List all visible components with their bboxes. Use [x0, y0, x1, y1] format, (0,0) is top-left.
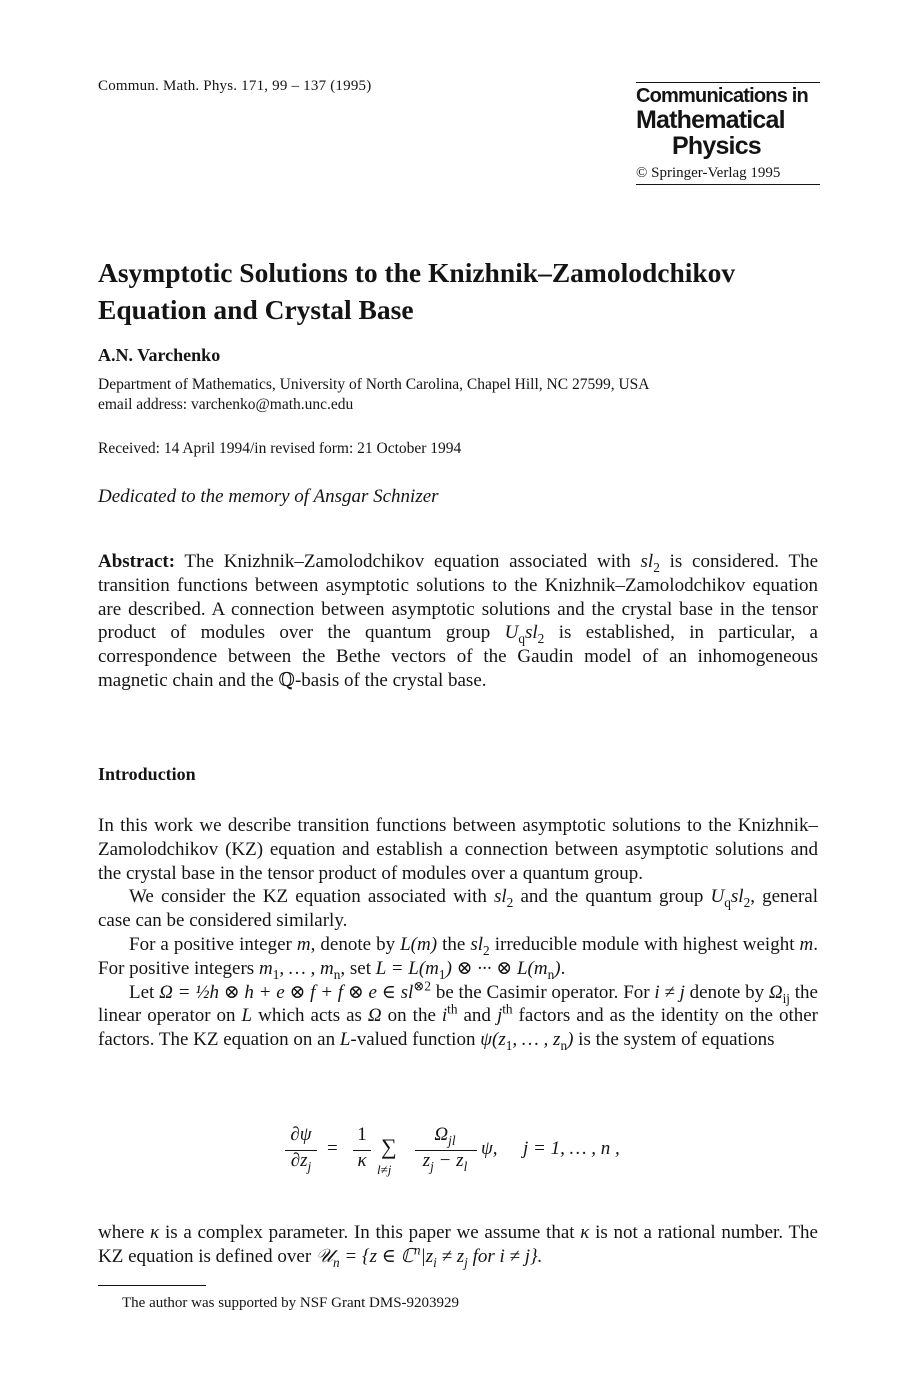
intro-paragraph-2: [98, 885, 818, 933]
p3-Lset: L = L(m: [375, 957, 439, 979]
p3-text-a: For a positive integer: [129, 933, 297, 955]
p3-text-f: , set: [340, 957, 376, 979]
p4-text-j: is the system of equations: [573, 1029, 775, 1051]
eq-main-numerator: [413, 1124, 477, 1146]
eq-main-den-mid: − z: [433, 1150, 464, 1171]
p2-U: U: [710, 886, 725, 908]
eq-lhs-den-text: ∂z: [290, 1150, 308, 1171]
eq-lhs-numerator: [285, 1124, 317, 1146]
final-cn-sup: n: [413, 1242, 421, 1258]
affiliation-email: email address: varchenko@math.unc.edu: [98, 396, 354, 413]
p3-sl-sub: 2: [483, 942, 490, 958]
final-domain-sub: n: [333, 1254, 340, 1270]
eq-lhs-fraction: [285, 1124, 317, 1172]
p4-text-b: be the Casimir operator. For: [431, 981, 655, 1003]
final-kappa: κ: [150, 1222, 160, 1243]
abstract-sl: sl: [640, 551, 654, 572]
final-text-1: where: [98, 1222, 151, 1243]
abstract: [98, 550, 818, 693]
p3-text-e: . For positive integers: [98, 933, 819, 979]
eq-main-num-text: Ω: [434, 1124, 449, 1145]
p2-text-c: , general case can be considered similarly.: [98, 886, 819, 932]
p4-text-f: on the: [381, 1005, 442, 1027]
eq-main-den-z: z: [422, 1150, 431, 1171]
eq-psi-text: ψ,: [481, 1138, 498, 1159]
title-line-2: Equation and Crystal Base: [98, 294, 414, 325]
abstract-text-3: is established, in particular, a correspondence between the Bethe vectors of the Gaudin model of an inhomogeneous magnetic chain and the ℚ-basis of the crystal base.: [98, 622, 818, 691]
p4-text-i: -valued function: [350, 1029, 481, 1051]
eq-lhs-num-text: ∂ψ: [290, 1124, 312, 1145]
p4-text-g: and: [457, 1005, 497, 1027]
received-dates: Received: 14 April 1994/in revised form: 21 October 1994: [98, 440, 462, 457]
p4-psi-end: ): [567, 1029, 574, 1051]
eq-main-fraction: [413, 1124, 477, 1172]
eq-psi: [481, 1138, 498, 1160]
p3-Lset-3: ): [554, 957, 561, 979]
eq-main-den-sub2: l: [463, 1158, 468, 1174]
p3-Lm: L(m): [400, 933, 438, 955]
p2-q-sub: q: [724, 895, 731, 911]
p4-L: L: [241, 1005, 253, 1027]
p3-Lset-subn: n: [547, 966, 555, 982]
eq-sum-subscript: [377, 1162, 391, 1178]
p3-text-g: .: [560, 957, 566, 979]
p4-omega-sup: ⊗2: [413, 978, 432, 994]
abstract-q-sub: q: [518, 631, 525, 647]
p3-Lset-2: ) ⊗ ··· ⊗ L(m: [445, 957, 548, 979]
p3-mn: , … , m: [279, 957, 334, 979]
brand-bottom-rule: [636, 184, 820, 185]
paper-title: [98, 254, 818, 328]
abstract-sl-sub: 2: [653, 559, 660, 575]
abstract-text-1: The Knizhnik–Zamolodchikov equation associated with: [175, 551, 641, 572]
p3-text-d: irreducible module with highest weight: [489, 933, 800, 955]
p2-sl-2: sl: [730, 886, 744, 908]
p4-ineq: i ≠ j: [654, 981, 685, 1003]
p4-text-e: which acts as: [252, 1005, 368, 1027]
final-zi-sub: i: [433, 1254, 437, 1270]
author-name: A.N. Varchenko: [98, 345, 221, 365]
affiliation-department: Department of Mathematics, University of North Carolina, Chapel Hill, NC 27599, USA: [98, 376, 650, 393]
eq-coeff-numerator: 1: [357, 1124, 367, 1145]
final-text-7: for i ≠ j}.: [467, 1245, 543, 1267]
journal-brand: [636, 82, 820, 185]
p4-j-th: th: [502, 1002, 513, 1018]
p2-text-b: and the quantum group: [513, 886, 711, 908]
final-paragraph: [98, 1221, 818, 1269]
intro-paragraph-4: [98, 978, 818, 1053]
brand-line-physics: Physics: [672, 132, 761, 160]
final-text-2: is a complex parameter. In this paper we assume that: [159, 1222, 581, 1243]
p4-omega-ij-sub: ij: [782, 990, 790, 1006]
final-text-6: ≠ z: [436, 1245, 465, 1267]
eq-range: [523, 1138, 620, 1160]
p3-sl: sl: [470, 933, 484, 955]
p2-sl: sl: [493, 886, 507, 908]
p4-psi: ψ(z: [480, 1029, 506, 1051]
p3-text-b: , denote by: [310, 933, 401, 955]
p4-j: j: [496, 1005, 503, 1027]
abstract-label: Abstract:: [98, 551, 176, 572]
dedication: Dedicated to the memory of Ansgar Schnizer: [98, 486, 439, 507]
title-line-1: Asymptotic Solutions to the Knizhnik–Zamolodchikov: [98, 257, 736, 288]
p3-m1: m: [258, 957, 273, 979]
p3-Lset-sub1: 1: [438, 966, 446, 982]
eq-coeff-bar: [353, 1150, 371, 1151]
p4-i: i: [441, 1005, 448, 1027]
p3-mn-sub: n: [333, 966, 341, 982]
p4-text-c: denote by: [684, 981, 769, 1003]
eq-lhs-denominator: [285, 1150, 317, 1172]
p4-i-th: th: [447, 1002, 458, 1018]
affiliation: [98, 375, 649, 415]
eq-main-bar: [415, 1150, 477, 1151]
kz-equation: [285, 1124, 665, 1186]
final-domain: 𝒰: [315, 1245, 334, 1267]
eq-coeff-den-text: κ: [357, 1150, 367, 1171]
p4-omega-def: Ω = ½h ⊗ h + e ⊗ f + f ⊗ e ∈ sl: [159, 981, 414, 1003]
abstract-U: U: [504, 622, 519, 644]
p4-text-d: the linear operator on: [98, 981, 818, 1027]
p3-m-2: m: [799, 933, 814, 955]
p4-text-h: factors and as the identity on the other factors. The KZ equation on an: [98, 1005, 818, 1051]
p4-psi-subn: n: [560, 1037, 568, 1053]
final-zj-sub: j: [464, 1254, 468, 1270]
p4-text-a: Let: [129, 981, 160, 1003]
brand-line-communications: Communications in: [636, 85, 808, 107]
eq-main-denominator: [413, 1150, 477, 1172]
final-text-3: is not a rational number. The KZ equation is defined over: [98, 1222, 818, 1267]
eq-lhs-bar: [285, 1150, 317, 1151]
p4-psi-rest: , … , z: [512, 1029, 561, 1051]
p2-sl-sub: 2: [506, 895, 514, 911]
p4-L-2: L: [339, 1029, 351, 1051]
eq-equals: =: [327, 1138, 338, 1159]
p3-text-c: the: [437, 933, 471, 955]
brand-top-rule: [636, 82, 820, 83]
journal-reference: Commun. Math. Phys. 171, 99 – 137 (1995): [98, 78, 372, 94]
abstract-sl-2: sl: [524, 622, 538, 644]
p2-text-a: We consider the KZ equation associated with: [129, 886, 494, 908]
p4-omega: Ω: [367, 1005, 382, 1027]
publisher-copyright: © Springer-Verlag 1995: [636, 165, 781, 181]
abstract-sl-sub-2: 2: [537, 631, 545, 647]
footnote-rule: [98, 1285, 206, 1286]
eq-range-text: j = 1, … , n ,: [523, 1138, 620, 1159]
eq-sum-sub-text: l≠j: [377, 1162, 392, 1177]
section-heading-introduction: Introduction: [98, 764, 196, 784]
abstract-text-2: is considered. The transition functions between asymptotic solutions to the Knizhnik–Zamolodchikov equation are described. A connection between asymptotic solutions and the crystal base in the tensor product of modules over the quantum group: [98, 551, 818, 644]
eq-main-den-sub1: j: [430, 1158, 434, 1174]
eq-sum-sign: ∑: [381, 1134, 397, 1159]
introduction-body: [98, 814, 818, 1052]
intro-paragraph-1: In this work we describe transition functions between asymptotic solutions to the Knizhnik–Zamolodchikov (KZ) equation and establish a connection between asymptotic solutions and the crystal base in the tensor product of modules over a quantum group.: [98, 815, 818, 884]
intro-paragraph-3: [98, 933, 818, 981]
eq-main-num-sub: jl: [448, 1132, 456, 1148]
final-text-4: = {z ∈ ℂ: [339, 1245, 414, 1267]
eq-coeff-denominator: [353, 1150, 371, 1172]
eq-coeff-fraction: [353, 1124, 371, 1172]
final-text-5: |z: [420, 1245, 434, 1267]
p4-psi-sub1: 1: [505, 1037, 513, 1053]
footnote: The author was supported by NSF Grant DMS-9203929: [122, 1295, 460, 1311]
eq-lhs-den-sub: j: [307, 1158, 312, 1174]
brand-line-mathematical: Mathematical: [636, 106, 785, 134]
p2-sl-sub-2: 2: [743, 895, 751, 911]
final-kappa-2: κ: [580, 1222, 590, 1243]
p3-m1-sub: 1: [272, 966, 280, 982]
p3-m: m: [296, 933, 311, 955]
p4-omega-ij: Ω: [768, 981, 783, 1003]
